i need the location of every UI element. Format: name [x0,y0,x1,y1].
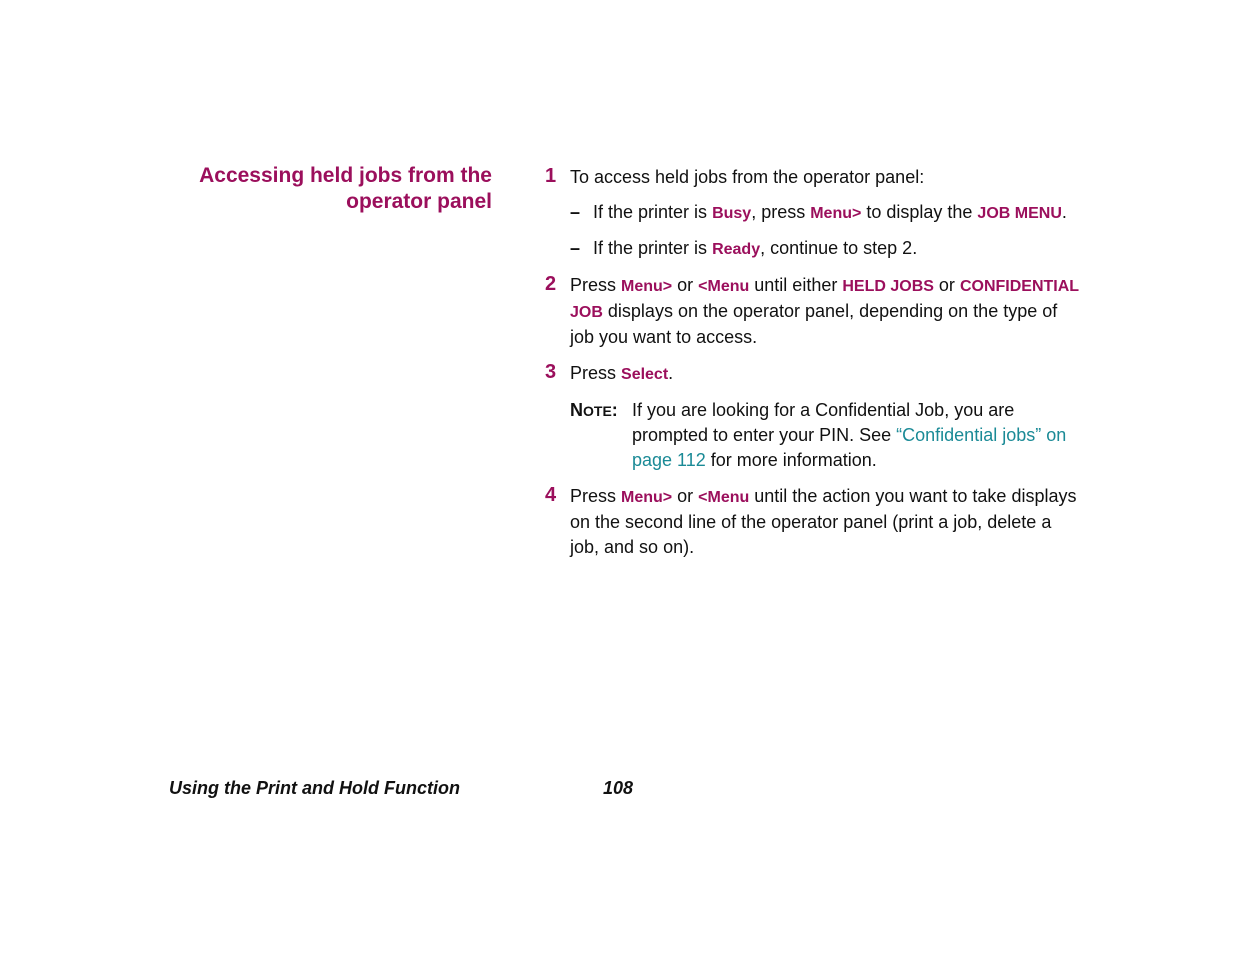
text-run: If the printer is [593,238,713,258]
sub-step-busy [570,200,1080,226]
step-text: To access held jobs from the operator panel: [570,167,925,187]
text-run: or [672,486,699,506]
keyword-busy: Busy [712,205,752,222]
note-label-colon: : [611,400,618,420]
text-run: displays on the operator panel, depending on the type of job you want to access. [570,301,1058,347]
keyword-held-jobs: HELD JOBS [842,278,934,295]
note-block [570,398,1080,473]
dash-bullet: – [570,238,581,258]
note-label-rest: OTE [583,403,612,419]
keyword-menu-next: Menu> [621,489,673,506]
step-2 [545,273,1080,350]
text-run: until the action you want to take displays on the second line of the operator panel (print a job, delete a job, and so on). [570,486,1077,557]
step-4 [545,484,1080,560]
text-run: Press [570,275,622,295]
section-heading-line1: Accessing held jobs from the [199,164,492,187]
text-run: , press [751,202,811,222]
step-number: 1 [545,165,557,187]
text-run: . [668,363,674,383]
keyword-select: Select [621,366,669,383]
keyword-ready: Ready [712,241,761,258]
text-run: Press [570,486,622,506]
note-label [570,398,618,424]
text-run: or [672,275,699,295]
step-1 [545,165,1080,262]
text-run: If you are looking for a Confidential Job, you are prompted to enter your PIN. See [632,400,1015,445]
keyword-menu-prev: <Menu [698,278,750,295]
footer-title: Using the Print and Hold Function [169,778,460,798]
text-run: to display the [861,202,978,222]
step-number: 2 [545,273,557,295]
procedure-steps [545,165,1080,571]
section-heading-line2: operator panel [346,190,492,213]
text-run: , continue to step 2. [760,238,918,258]
page-number: 108 [603,778,634,798]
text-run: . [1061,202,1067,222]
confidential-jobs-link[interactable]: “Confidential jobs” on page 112 [632,425,1067,470]
text-run: until either [749,275,843,295]
text-run: for more information. [705,450,877,470]
text-run: If the printer is [593,202,713,222]
note-label-initial: N [570,400,583,420]
text-run: or [933,275,960,295]
keyword-job-menu: JOB MENU [977,205,1062,222]
sub-step-ready [570,236,1080,262]
step-3 [545,361,1080,387]
keyword-menu-next: Menu> [621,278,673,295]
section-heading [150,163,492,215]
keyword-menu-next: Menu> [810,205,862,222]
keyword-menu-prev: <Menu [698,489,750,506]
step-number: 3 [545,361,557,383]
text-run: Press [570,363,622,383]
keyword-confidential-job: CONFIDENTIAL JOB [570,278,1079,321]
step-number: 4 [545,484,557,506]
dash-bullet: – [570,202,581,222]
